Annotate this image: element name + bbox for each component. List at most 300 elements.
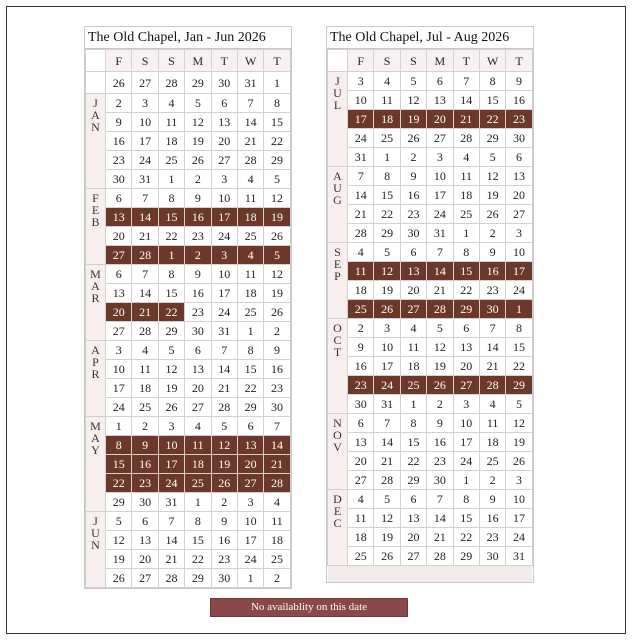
day-cell[interactable]: 13 [185, 360, 211, 379]
day-cell[interactable]: 5 [106, 512, 132, 531]
day-cell[interactable]: 7 [427, 490, 453, 509]
day-cell[interactable]: 30 [427, 471, 453, 490]
day-cell[interactable]: 21 [479, 357, 505, 376]
day-cell[interactable]: 30 [132, 493, 158, 512]
day-cell[interactable]: 5 [264, 170, 290, 189]
day-cell[interactable]: 31 [348, 148, 374, 167]
day-cell[interactable]: 6 [400, 490, 426, 509]
day-cell[interactable]: 27 [132, 569, 158, 588]
day-cell-unavailable[interactable]: 16 [185, 208, 211, 227]
day-cell[interactable]: 18 [348, 528, 374, 547]
day-cell[interactable]: 2 [185, 170, 211, 189]
day-cell[interactable]: 2 [132, 417, 158, 436]
day-cell[interactable]: 29 [185, 72, 211, 94]
day-cell[interactable]: 29 [106, 493, 132, 512]
day-cell[interactable]: 1 [237, 569, 263, 588]
day-cell[interactable]: 8 [453, 243, 479, 262]
day-cell[interactable]: 26 [400, 129, 426, 148]
day-cell[interactable]: 10 [106, 360, 132, 379]
day-cell[interactable]: 16 [106, 132, 132, 151]
day-cell[interactable]: 15 [400, 433, 426, 452]
day-cell[interactable]: 4 [264, 493, 290, 512]
day-cell[interactable]: 14 [453, 91, 479, 110]
day-cell[interactable]: 28 [374, 471, 400, 490]
day-cell-unavailable[interactable]: 13 [400, 262, 426, 281]
day-cell[interactable]: 17 [211, 284, 237, 303]
day-cell-unavailable[interactable]: 27 [453, 376, 479, 395]
day-cell[interactable]: 26 [185, 151, 211, 170]
day-cell-unavailable[interactable]: 25 [185, 474, 211, 493]
day-cell-unavailable[interactable]: 23 [506, 110, 532, 129]
day-cell-unavailable[interactable]: 18 [374, 110, 400, 129]
day-cell[interactable]: 16 [348, 357, 374, 376]
day-cell[interactable]: 2 [400, 148, 426, 167]
day-cell[interactable]: 11 [400, 338, 426, 357]
day-cell[interactable]: 21 [132, 227, 158, 246]
day-cell[interactable]: 10 [374, 338, 400, 357]
day-cell[interactable]: 28 [348, 224, 374, 243]
day-cell[interactable]: 6 [132, 512, 158, 531]
day-cell[interactable]: 6 [400, 243, 426, 262]
day-cell-unavailable[interactable]: 17 [158, 455, 184, 474]
day-cell[interactable]: 3 [237, 493, 263, 512]
day-cell[interactable]: 11 [237, 189, 263, 208]
day-cell[interactable]: 25 [264, 550, 290, 569]
day-cell[interactable]: 11 [132, 360, 158, 379]
day-cell[interactable]: 26 [158, 398, 184, 417]
day-cell[interactable]: 24 [453, 452, 479, 471]
day-cell[interactable]: 29 [400, 471, 426, 490]
day-cell[interactable]: 26 [264, 303, 290, 322]
day-cell[interactable]: 23 [211, 550, 237, 569]
day-cell[interactable]: 31 [211, 322, 237, 341]
day-cell-unavailable[interactable]: 29 [453, 300, 479, 319]
day-cell[interactable]: 10 [132, 113, 158, 132]
day-cell[interactable]: 9 [479, 490, 505, 509]
day-cell[interactable]: 14 [211, 360, 237, 379]
day-cell[interactable]: 10 [237, 512, 263, 531]
day-cell[interactable]: 5 [427, 319, 453, 338]
day-cell[interactable]: 26 [106, 72, 132, 94]
day-cell[interactable]: 13 [106, 284, 132, 303]
day-cell[interactable]: 7 [453, 72, 479, 91]
day-cell[interactable]: 29 [158, 322, 184, 341]
day-cell[interactable]: 20 [506, 186, 532, 205]
day-cell[interactable]: 22 [158, 227, 184, 246]
day-cell[interactable]: 12 [264, 265, 290, 284]
day-cell[interactable]: 6 [211, 94, 237, 113]
day-cell-unavailable[interactable]: 24 [158, 474, 184, 493]
day-cell[interactable]: 22 [374, 205, 400, 224]
day-cell[interactable]: 4 [348, 490, 374, 509]
day-cell-unavailable[interactable]: 17 [211, 208, 237, 227]
day-cell-unavailable[interactable]: 28 [479, 376, 505, 395]
day-cell[interactable]: 12 [506, 414, 532, 433]
day-cell[interactable]: 27 [427, 129, 453, 148]
day-cell-unavailable[interactable]: 29 [506, 376, 532, 395]
day-cell[interactable]: 13 [132, 531, 158, 550]
day-cell-unavailable[interactable]: 28 [132, 246, 158, 265]
day-cell[interactable]: 20 [185, 379, 211, 398]
day-cell[interactable]: 22 [400, 452, 426, 471]
day-cell-unavailable[interactable]: 3 [211, 246, 237, 265]
day-cell[interactable]: 24 [211, 227, 237, 246]
day-cell-unavailable[interactable]: 17 [506, 262, 532, 281]
day-cell[interactable]: 12 [374, 509, 400, 528]
day-cell[interactable]: 25 [132, 398, 158, 417]
day-cell[interactable]: 26 [106, 569, 132, 588]
day-cell[interactable]: 19 [374, 281, 400, 300]
day-cell-unavailable[interactable]: 15 [106, 455, 132, 474]
day-cell[interactable]: 5 [158, 341, 184, 360]
day-cell[interactable]: 16 [506, 91, 532, 110]
day-cell[interactable]: 24 [506, 528, 532, 547]
day-cell[interactable]: 2 [479, 471, 505, 490]
day-cell[interactable]: 30 [348, 395, 374, 414]
day-cell[interactable]: 25 [348, 547, 374, 566]
day-cell[interactable]: 7 [237, 94, 263, 113]
day-cell[interactable]: 6 [427, 72, 453, 91]
day-cell[interactable]: 24 [427, 205, 453, 224]
day-cell[interactable]: 7 [132, 265, 158, 284]
day-cell[interactable]: 4 [400, 319, 426, 338]
day-cell[interactable]: 10 [211, 189, 237, 208]
day-cell[interactable]: 27 [211, 151, 237, 170]
day-cell[interactable]: 22 [453, 281, 479, 300]
day-cell[interactable]: 7 [348, 167, 374, 186]
day-cell[interactable]: 1 [237, 322, 263, 341]
day-cell[interactable]: 12 [106, 531, 132, 550]
day-cell[interactable]: 12 [427, 338, 453, 357]
day-cell-unavailable[interactable]: 16 [479, 262, 505, 281]
day-cell[interactable]: 29 [264, 151, 290, 170]
day-cell[interactable]: 18 [237, 284, 263, 303]
day-cell[interactable]: 30 [400, 224, 426, 243]
day-cell[interactable]: 4 [479, 395, 505, 414]
day-cell[interactable]: 23 [400, 205, 426, 224]
day-cell[interactable]: 30 [185, 322, 211, 341]
day-cell[interactable]: 28 [158, 569, 184, 588]
day-cell[interactable]: 5 [506, 395, 532, 414]
day-cell-unavailable[interactable]: 9 [132, 436, 158, 455]
day-cell[interactable]: 3 [374, 319, 400, 338]
day-cell-unavailable[interactable]: 22 [479, 110, 505, 129]
day-cell[interactable]: 28 [158, 72, 184, 94]
day-cell[interactable]: 3 [211, 170, 237, 189]
day-cell[interactable]: 3 [453, 395, 479, 414]
day-cell[interactable]: 9 [479, 243, 505, 262]
day-cell[interactable]: 27 [400, 547, 426, 566]
day-cell[interactable]: 15 [374, 186, 400, 205]
day-cell[interactable]: 19 [185, 132, 211, 151]
day-cell-unavailable[interactable]: 1 [158, 246, 184, 265]
day-cell[interactable]: 5 [374, 243, 400, 262]
day-cell[interactable]: 5 [374, 490, 400, 509]
day-cell[interactable]: 7 [264, 417, 290, 436]
day-cell[interactable]: 31 [374, 395, 400, 414]
day-cell[interactable]: 1 [400, 395, 426, 414]
day-cell-unavailable[interactable]: 8 [106, 436, 132, 455]
day-cell[interactable]: 13 [506, 167, 532, 186]
day-cell[interactable]: 25 [237, 227, 263, 246]
day-cell[interactable]: 30 [106, 170, 132, 189]
day-cell-unavailable[interactable]: 20 [427, 110, 453, 129]
day-cell[interactable]: 1 [453, 224, 479, 243]
day-cell-unavailable[interactable]: 19 [211, 455, 237, 474]
day-cell[interactable]: 8 [264, 94, 290, 113]
day-cell[interactable]: 11 [374, 91, 400, 110]
day-cell-unavailable[interactable]: 15 [158, 208, 184, 227]
day-cell[interactable]: 16 [427, 433, 453, 452]
day-cell[interactable]: 29 [237, 398, 263, 417]
day-cell[interactable]: 17 [506, 509, 532, 528]
day-cell[interactable]: 11 [158, 113, 184, 132]
day-cell[interactable]: 1 [106, 417, 132, 436]
day-cell[interactable]: 15 [264, 113, 290, 132]
day-cell[interactable]: 23 [185, 227, 211, 246]
day-cell[interactable]: 16 [479, 509, 505, 528]
day-cell[interactable]: 8 [185, 512, 211, 531]
day-cell-unavailable[interactable]: 25 [348, 300, 374, 319]
day-cell[interactable]: 28 [237, 151, 263, 170]
day-cell[interactable]: 9 [185, 265, 211, 284]
day-cell[interactable]: 20 [400, 281, 426, 300]
day-cell-unavailable[interactable]: 2 [185, 246, 211, 265]
day-cell[interactable]: 10 [348, 91, 374, 110]
day-cell[interactable]: 19 [106, 550, 132, 569]
day-cell[interactable]: 8 [400, 414, 426, 433]
day-cell-unavailable[interactable]: 27 [400, 300, 426, 319]
day-cell[interactable]: 25 [237, 303, 263, 322]
day-cell[interactable]: 16 [400, 186, 426, 205]
day-cell[interactable]: 1 [264, 72, 290, 94]
day-cell[interactable]: 1 [374, 148, 400, 167]
day-cell[interactable]: 2 [427, 395, 453, 414]
day-cell[interactable]: 15 [158, 284, 184, 303]
day-cell[interactable]: 13 [211, 113, 237, 132]
day-cell[interactable]: 18 [158, 132, 184, 151]
day-cell[interactable]: 13 [427, 91, 453, 110]
day-cell[interactable]: 6 [237, 417, 263, 436]
day-cell[interactable]: 24 [106, 398, 132, 417]
day-cell[interactable]: 28 [427, 547, 453, 566]
day-cell[interactable]: 3 [348, 72, 374, 91]
day-cell[interactable]: 30 [506, 129, 532, 148]
day-cell[interactable]: 8 [506, 319, 532, 338]
day-cell[interactable]: 16 [185, 284, 211, 303]
day-cell[interactable]: 4 [453, 148, 479, 167]
day-cell[interactable]: 3 [158, 417, 184, 436]
day-cell[interactable]: 16 [211, 531, 237, 550]
day-cell[interactable]: 31 [506, 547, 532, 566]
day-cell-unavailable[interactable]: 14 [264, 436, 290, 455]
day-cell[interactable]: 23 [264, 379, 290, 398]
day-cell[interactable]: 21 [237, 132, 263, 151]
day-cell-unavailable[interactable]: 26 [427, 376, 453, 395]
day-cell[interactable]: 5 [479, 148, 505, 167]
day-cell[interactable]: 10 [506, 243, 532, 262]
day-cell[interactable]: 10 [453, 414, 479, 433]
day-cell[interactable]: 19 [264, 284, 290, 303]
day-cell[interactable]: 22 [506, 357, 532, 376]
day-cell[interactable]: 6 [453, 319, 479, 338]
day-cell[interactable]: 11 [237, 265, 263, 284]
day-cell[interactable]: 18 [453, 186, 479, 205]
day-cell[interactable]: 2 [479, 224, 505, 243]
day-cell[interactable]: 2 [106, 94, 132, 113]
day-cell[interactable]: 30 [211, 569, 237, 588]
day-cell-unavailable[interactable]: 5 [264, 246, 290, 265]
day-cell[interactable]: 29 [185, 569, 211, 588]
day-cell[interactable]: 3 [427, 148, 453, 167]
day-cell[interactable]: 12 [400, 91, 426, 110]
day-cell[interactable]: 31 [237, 72, 263, 94]
day-cell[interactable]: 6 [185, 341, 211, 360]
day-cell-unavailable[interactable]: 12 [374, 262, 400, 281]
day-cell[interactable]: 15 [185, 531, 211, 550]
day-cell-unavailable[interactable]: 17 [348, 110, 374, 129]
day-cell[interactable]: 28 [132, 322, 158, 341]
day-cell[interactable]: 8 [158, 265, 184, 284]
day-cell[interactable]: 14 [427, 509, 453, 528]
day-cell[interactable]: 22 [185, 550, 211, 569]
day-cell[interactable]: 24 [506, 281, 532, 300]
day-cell[interactable]: 4 [237, 170, 263, 189]
day-cell-unavailable[interactable]: 22 [106, 474, 132, 493]
day-cell-unavailable[interactable]: 23 [348, 376, 374, 395]
day-cell[interactable]: 4 [132, 341, 158, 360]
day-cell[interactable]: 19 [158, 379, 184, 398]
day-cell[interactable]: 9 [400, 167, 426, 186]
day-cell[interactable]: 17 [132, 132, 158, 151]
day-cell[interactable]: 12 [158, 360, 184, 379]
day-cell-unavailable[interactable]: 27 [237, 474, 263, 493]
day-cell[interactable]: 27 [506, 205, 532, 224]
day-cell[interactable]: 26 [506, 452, 532, 471]
day-cell-unavailable[interactable]: 18 [185, 455, 211, 474]
day-cell[interactable]: 7 [427, 243, 453, 262]
day-cell[interactable]: 31 [427, 224, 453, 243]
day-cell-unavailable[interactable]: 13 [106, 208, 132, 227]
day-cell[interactable]: 20 [211, 132, 237, 151]
day-cell[interactable]: 11 [348, 509, 374, 528]
day-cell[interactable]: 9 [185, 189, 211, 208]
day-cell[interactable]: 14 [158, 531, 184, 550]
day-cell-unavailable[interactable]: 21 [132, 303, 158, 322]
day-cell-unavailable[interactable]: 14 [427, 262, 453, 281]
day-cell-unavailable[interactable]: 20 [237, 455, 263, 474]
day-cell[interactable]: 21 [211, 379, 237, 398]
day-cell[interactable]: 25 [453, 205, 479, 224]
day-cell[interactable]: 7 [211, 341, 237, 360]
day-cell[interactable]: 22 [237, 379, 263, 398]
day-cell[interactable]: 19 [427, 357, 453, 376]
day-cell[interactable]: 27 [106, 322, 132, 341]
day-cell[interactable]: 13 [400, 509, 426, 528]
day-cell[interactable]: 2 [211, 493, 237, 512]
day-cell[interactable]: 18 [400, 357, 426, 376]
day-cell[interactable]: 21 [374, 452, 400, 471]
day-cell[interactable]: 19 [479, 186, 505, 205]
day-cell[interactable]: 21 [348, 205, 374, 224]
day-cell[interactable]: 21 [158, 550, 184, 569]
day-cell[interactable]: 29 [479, 129, 505, 148]
day-cell-unavailable[interactable]: 1 [506, 300, 532, 319]
day-cell[interactable]: 1 [453, 471, 479, 490]
day-cell[interactable]: 16 [264, 360, 290, 379]
day-cell[interactable]: 22 [264, 132, 290, 151]
day-cell[interactable]: 18 [348, 281, 374, 300]
day-cell[interactable]: 3 [106, 341, 132, 360]
day-cell[interactable]: 22 [453, 528, 479, 547]
day-cell[interactable]: 10 [211, 265, 237, 284]
day-cell[interactable]: 4 [374, 72, 400, 91]
day-cell[interactable]: 30 [211, 72, 237, 94]
day-cell[interactable]: 3 [132, 94, 158, 113]
day-cell[interactable]: 29 [374, 224, 400, 243]
day-cell[interactable]: 24 [348, 129, 374, 148]
day-cell[interactable]: 2 [348, 319, 374, 338]
day-cell[interactable]: 12 [264, 189, 290, 208]
day-cell-unavailable[interactable]: 19 [400, 110, 426, 129]
day-cell[interactable]: 8 [453, 490, 479, 509]
day-cell[interactable]: 13 [348, 433, 374, 452]
day-cell[interactable]: 9 [506, 72, 532, 91]
day-cell[interactable]: 4 [185, 417, 211, 436]
day-cell-unavailable[interactable]: 13 [237, 436, 263, 455]
day-cell[interactable]: 17 [374, 357, 400, 376]
day-cell[interactable]: 2 [264, 569, 290, 588]
day-cell[interactable]: 18 [132, 379, 158, 398]
day-cell[interactable]: 26 [374, 547, 400, 566]
day-cell[interactable]: 4 [348, 243, 374, 262]
day-cell[interactable]: 17 [453, 433, 479, 452]
day-cell[interactable]: 2 [264, 322, 290, 341]
day-cell-unavailable[interactable]: 22 [158, 303, 184, 322]
day-cell[interactable]: 24 [211, 303, 237, 322]
day-cell[interactable]: 27 [185, 398, 211, 417]
day-cell[interactable]: 23 [106, 151, 132, 170]
day-cell[interactable]: 24 [237, 550, 263, 569]
day-cell-unavailable[interactable]: 4 [237, 246, 263, 265]
day-cell-unavailable[interactable]: 14 [132, 208, 158, 227]
day-cell[interactable]: 14 [132, 284, 158, 303]
day-cell-unavailable[interactable]: 19 [264, 208, 290, 227]
day-cell[interactable]: 8 [237, 341, 263, 360]
day-cell-unavailable[interactable]: 30 [479, 300, 505, 319]
day-cell-unavailable[interactable]: 28 [427, 300, 453, 319]
day-cell[interactable]: 9 [264, 341, 290, 360]
day-cell[interactable]: 11 [453, 167, 479, 186]
day-cell[interactable]: 19 [506, 433, 532, 452]
day-cell[interactable]: 18 [264, 531, 290, 550]
day-cell[interactable]: 6 [348, 414, 374, 433]
day-cell-unavailable[interactable]: 12 [211, 436, 237, 455]
day-cell[interactable]: 7 [132, 189, 158, 208]
day-cell[interactable]: 15 [237, 360, 263, 379]
day-cell[interactable]: 20 [132, 550, 158, 569]
day-cell[interactable]: 3 [506, 224, 532, 243]
day-cell[interactable]: 11 [264, 512, 290, 531]
day-cell[interactable]: 23 [479, 281, 505, 300]
day-cell[interactable]: 14 [374, 433, 400, 452]
day-cell[interactable]: 7 [158, 512, 184, 531]
day-cell[interactable]: 8 [374, 167, 400, 186]
day-cell[interactable]: 15 [479, 91, 505, 110]
day-cell[interactable]: 17 [427, 186, 453, 205]
day-cell[interactable]: 10 [506, 490, 532, 509]
day-cell[interactable]: 29 [453, 547, 479, 566]
